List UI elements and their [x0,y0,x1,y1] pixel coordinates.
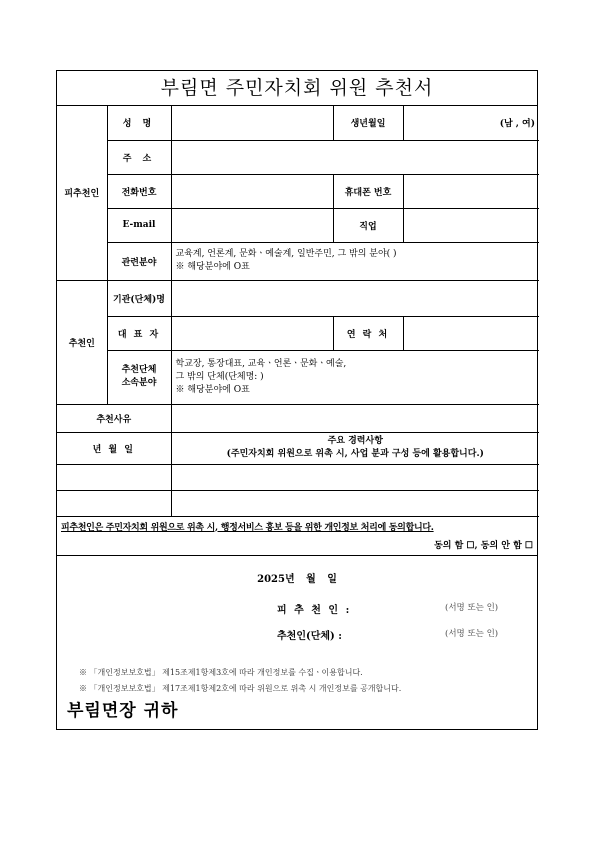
org-field-label [107,350,171,404]
name-label: 성 명 [107,106,171,140]
privacy-note: ※ 「개인정보보호법」 제15조제1항제3호에 따라 개인정보를 수집ㆍ이용합니다. [79,667,363,677]
org-field-note: ※ 해당분야에 O표 [175,384,250,395]
career-date-field[interactable] [57,490,171,516]
privacy-note: ※ 「개인정보보호법」 제17조제1항제2호에 따라 위원으로 위촉 시 개인정보를 공개합니다. [79,683,402,693]
recommender-signature[interactable]: (서명 또는 인) [445,628,499,639]
career-detail-field[interactable] [171,490,539,516]
org-field-label-line2: 소속분야 [121,378,157,388]
form-title: 부림면 주민자치회 위원 추천서 [57,71,537,106]
mobile-label: 휴대폰 번호 [333,174,403,208]
consent-section [57,517,537,556]
email-field[interactable] [171,208,333,242]
field-label: 관련분야 [107,242,171,280]
rep-label: 대 표 자 [107,316,171,350]
phone-label: 전화번호 [107,174,171,208]
career-header [171,432,539,464]
rep-field[interactable] [171,316,333,350]
career-subtitle: (주민자치회 위원으로 위촉 시, 사업 분과 구성 등에 활용합니다.) [226,449,484,459]
job-field[interactable] [403,208,539,242]
address-label: 주 소 [107,140,171,174]
field-options: 교육계, 언론계, 문화ㆍ예술계, 일반주민, 그 밖의 분야( ) [175,249,397,259]
recommender-sign-row [57,627,537,653]
org-field-line1: 학교장, 통장대표, 교육ㆍ언론ㆍ문화ㆍ예술, [175,358,347,369]
mobile-field[interactable] [403,174,539,208]
name-field[interactable] [171,106,333,140]
addressee: 부림면장 귀하 [67,701,179,721]
consent-text: 피추천인은 주민자치회 위원으로 위촉 시, 행정서비스 홍보 등을 위한 개인정보 처리에 동의합니다. [61,522,434,533]
nominee-sign-label: 피 추 천 인 : [277,604,352,616]
org-field-cell[interactable] [171,350,539,404]
contact-field[interactable] [403,316,539,350]
gender-option: (남 , 여) [499,119,535,130]
contact-label: 연 락 처 [333,316,403,350]
recommender-section-label: 추천인 [57,280,107,404]
phone-field[interactable] [171,174,333,208]
recommendation-form [56,70,538,730]
reason-field[interactable] [171,404,539,432]
consent-options[interactable]: 동의 함 ☐, 동의 안 함 ☐ [434,540,533,551]
nominee-sign-row [57,601,537,627]
recommender-sign-label: 추천인(단체) : [277,630,342,642]
birth-field[interactable] [403,106,539,140]
field-cell[interactable] [171,242,539,280]
form-table [57,106,539,517]
nominee-section-label: 피추천인 [57,106,107,280]
field-note: ※ 해당분야에 O표 [175,262,250,272]
career-detail-field[interactable] [171,464,539,490]
career-date-field[interactable] [57,464,171,490]
org-label: 기관(단체)명 [107,280,171,316]
date-line: 2025년 월 일 [257,573,337,585]
org-field[interactable] [171,280,539,316]
nominee-signature[interactable]: (서명 또는 인) [445,602,499,613]
birth-label: 생년월일 [333,106,403,140]
email-label: E-mail [107,208,171,242]
career-date-label: 년 월 일 [57,432,171,464]
privacy-notes [57,665,537,697]
org-field-label-line1: 추천단체 [121,365,157,375]
org-field-line2: 그 밖의 단체(단체명: ) [175,371,264,382]
reason-label: 추천사유 [57,404,171,432]
career-title: 주요 경력사항 [327,436,383,446]
job-label: 직업 [333,208,403,242]
address-field[interactable] [171,140,539,174]
